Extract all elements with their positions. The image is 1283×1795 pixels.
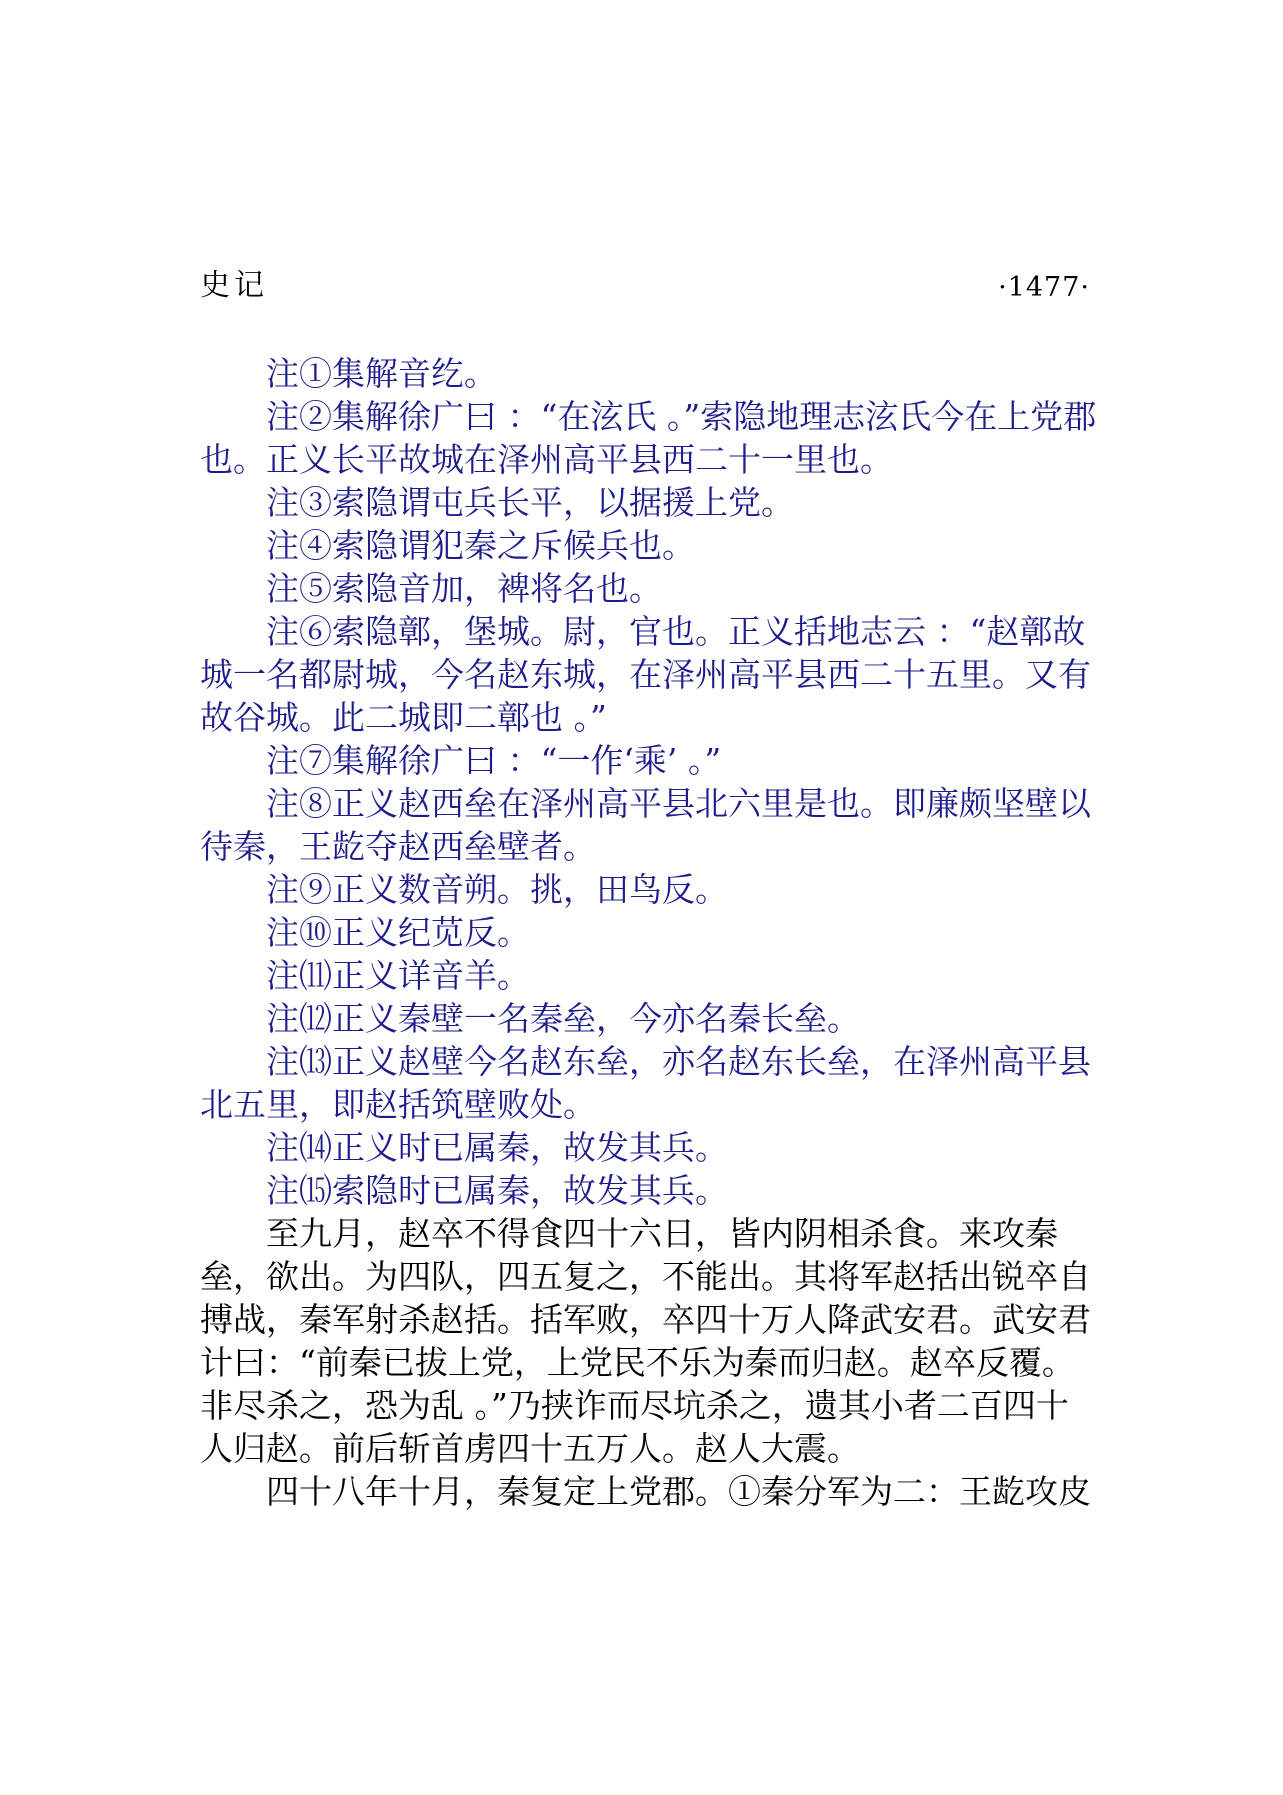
page-body (200, 352, 1100, 1513)
footnote-11: 注⑾正义详音羊。 (266, 956, 530, 995)
footnote-2: 注②集解徐广曰 ：“在泫氏 。”索隐地理志泫氏今在上党郡也。正义长平故城在泽州高平县西二十一里也。 (200, 397, 1097, 479)
footnote-15: 注⒂索隐时已属秦，故发其兵。 (266, 1171, 728, 1210)
footnote-9: 注⑨正义数音朔。挑，田鸟反。 (266, 870, 728, 909)
main-paragraph-1: 至九月，赵卒不得食四十六日，皆内阴相杀食。来攻秦垒，欲出。为四队，四五复之，不能出。其将军赵括出锐卒自搏战，秦军射杀赵括。括军败，卒四十万人降武安君。武安君计曰：“前秦已拔上党，上党民不乐为秦而归赵。赵卒反覆。非尽杀之，恐为乱 。”乃挟诈而尽坑杀之，遗其小者二百四十人归赵。前后斩首虏四十五万人。赵人大震。 (200, 1214, 1091, 1468)
main-paragraph-2: 四十八年十月，秦复定上党郡。①秦分军为二：王龁攻皮 (266, 1472, 1091, 1511)
footnote-10: 注⑩正义纪苋反。 (266, 913, 530, 952)
footnote-14: 注⒁正义时已属秦，故发其兵。 (266, 1128, 728, 1167)
footnote-13: 注⒀正义赵壁今名赵东垒，亦名赵东长垒，在泽州高平县北五里，即赵括筑壁败处。 (200, 1042, 1091, 1124)
footnote-1: 注①集解音纥。 (266, 354, 497, 393)
footnote-12: 注⑿正义秦壁一名秦垒，今亦名秦长垒。 (266, 999, 860, 1038)
footnote-8: 注⑧正义赵西垒在泽州高平县北六里是也。即廉颇坚壁以待秦，王龁夺赵西垒壁者。 (200, 784, 1091, 866)
footnote-5: 注⑤索隐音加，裨将名也。 (266, 569, 662, 608)
footnote-4: 注④索隐谓犯秦之斥候兵也。 (266, 526, 695, 565)
footnote-7: 注⑦集解徐广曰 ：“一作‘乘’ 。” (266, 741, 722, 780)
footnote-6: 注⑥索隐鄣，堡城。尉，官也。正义括地志云 ：“赵鄣故城一名都尉城，今名赵东城，在泽州高平县西二十五里。又有故谷城。此二城即二鄣也 。” (200, 612, 1091, 737)
running-head-title: 史记 (200, 268, 268, 303)
page-number: ·1477· (998, 272, 1090, 303)
footnote-3: 注③索隐谓屯兵长平，以据援上党。 (266, 483, 794, 522)
